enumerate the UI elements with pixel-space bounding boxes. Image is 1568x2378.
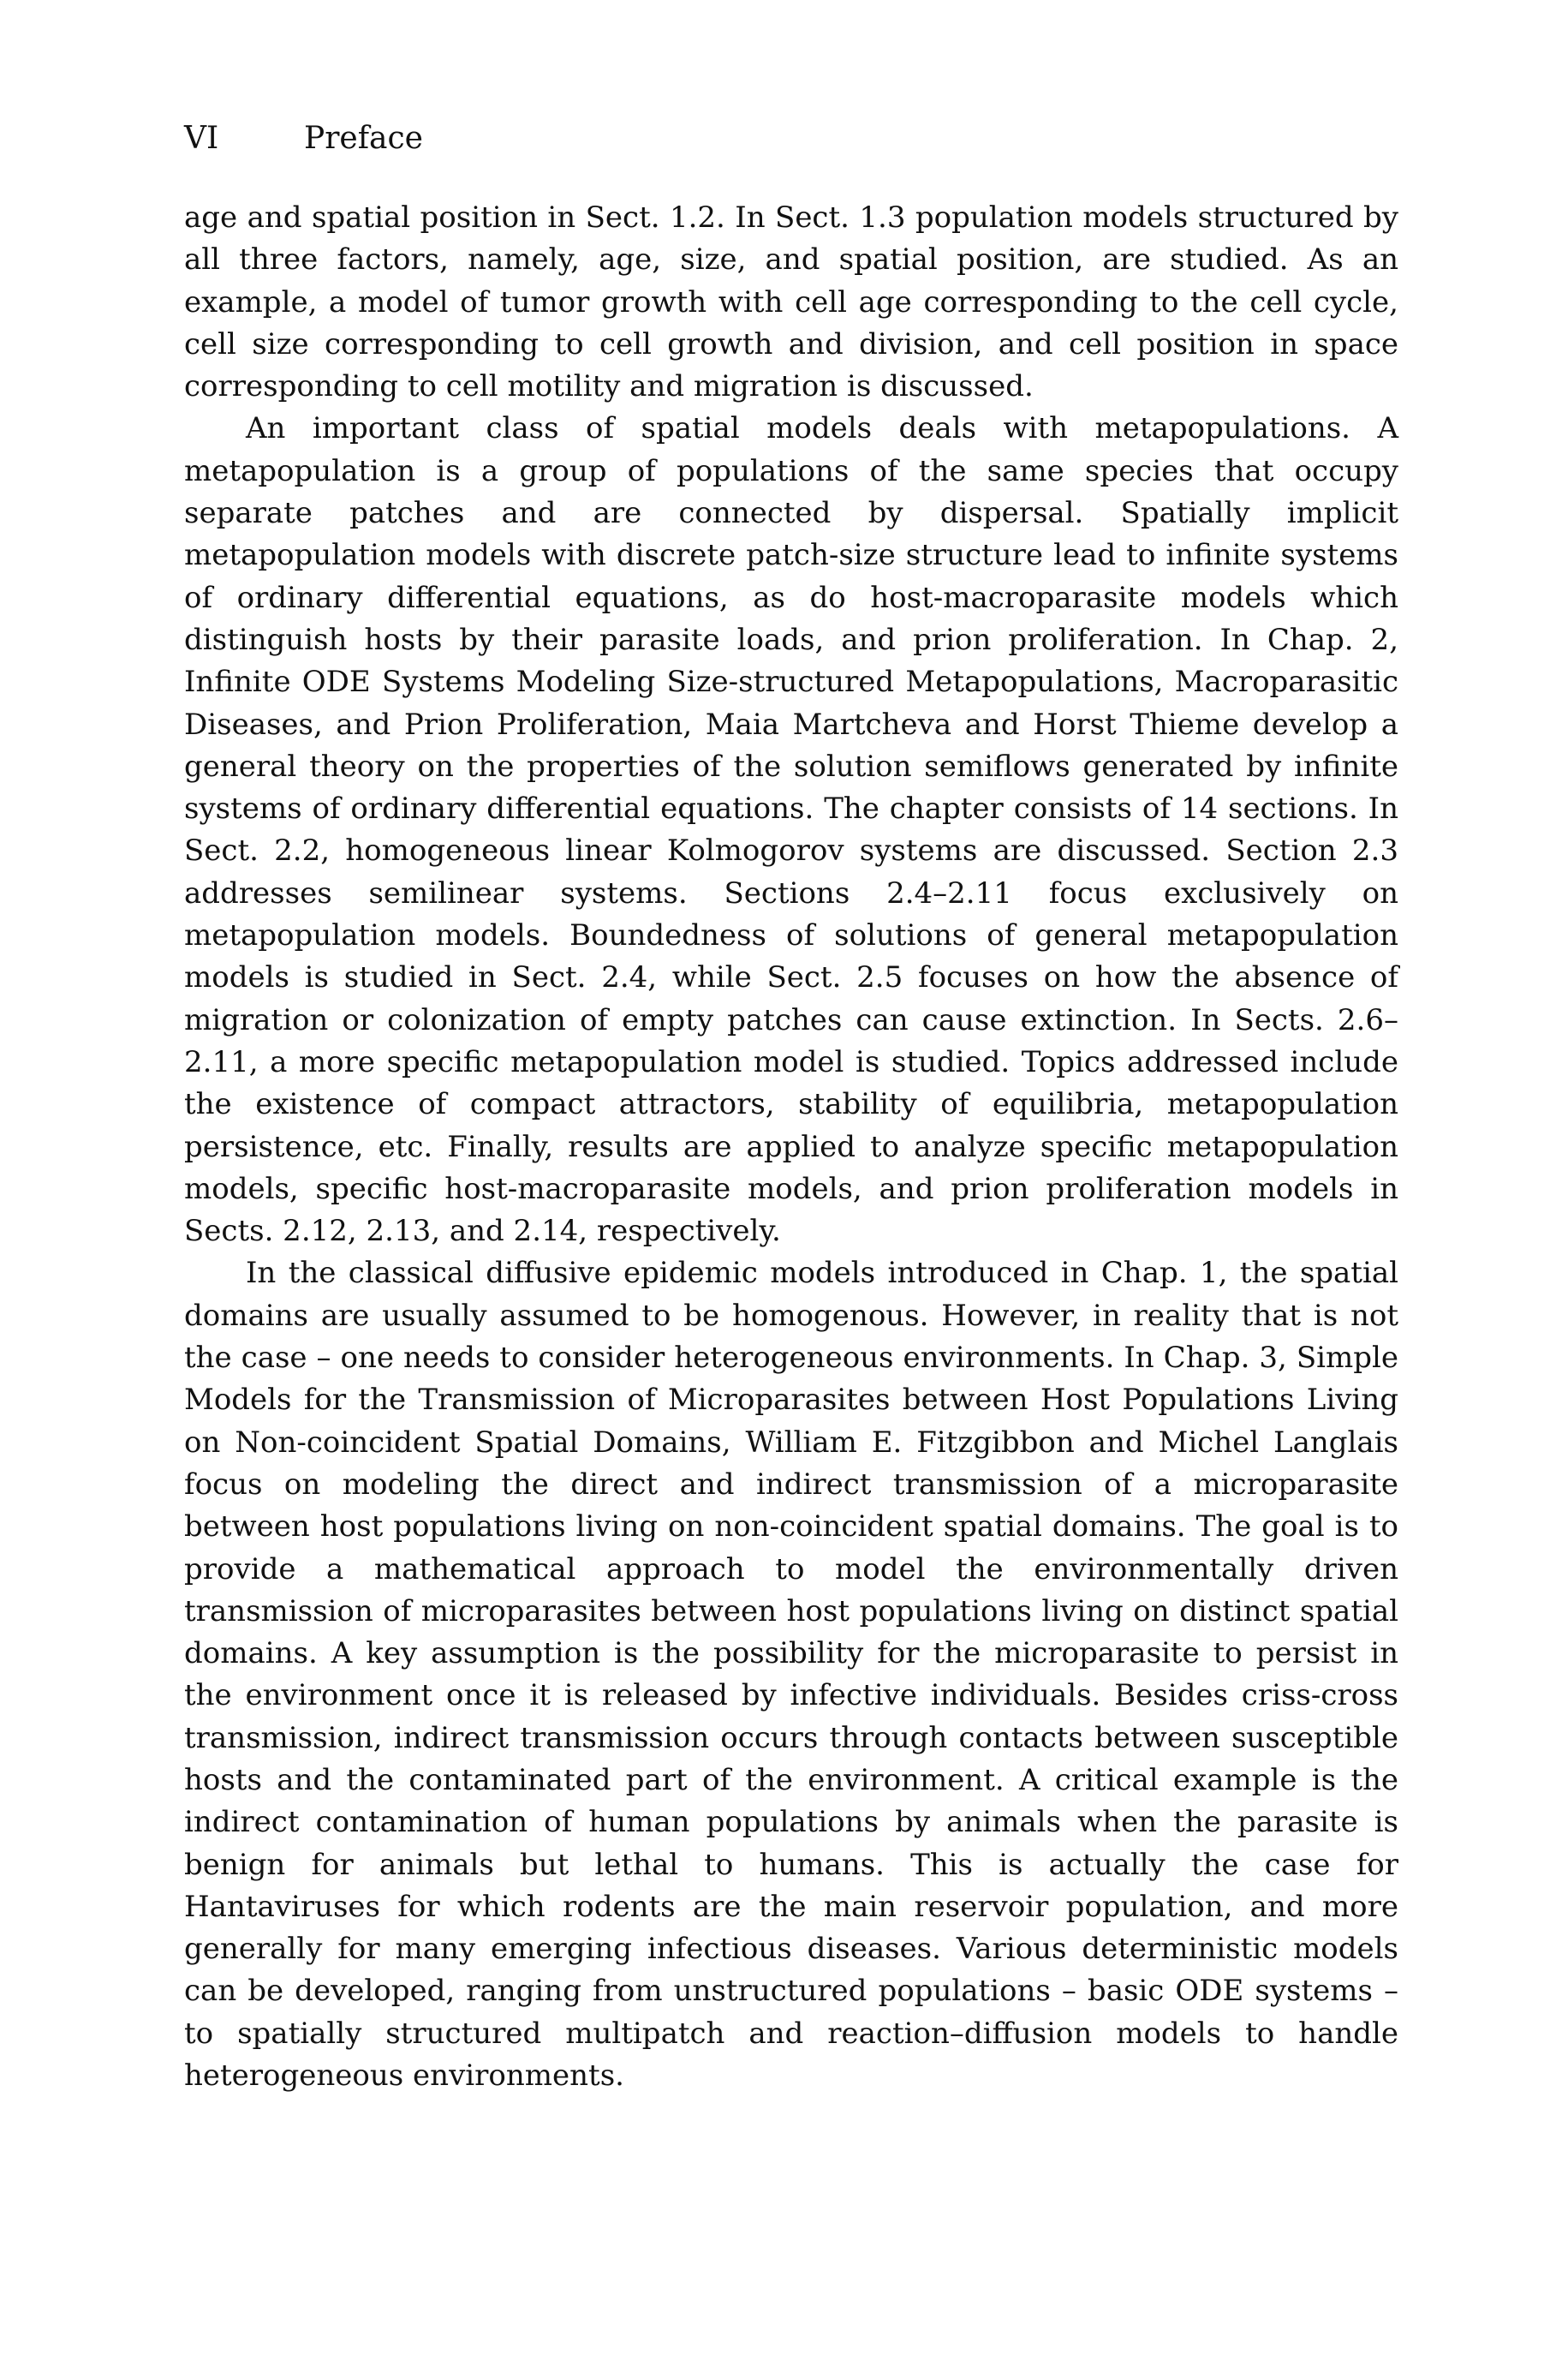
paragraph-continuation: age and spatial position in Sect. 1.2. In Sect. 1.3 population models structured by all three factors, namely, age, size, and spatial position, are studied. As an example, a model of tumor growth with cell age corresponding to the cell cycle, cell size corresponding to cell growth and division, and cell position in space corresponding to cell motility and migration is discussed. bbox=[184, 200, 1398, 404]
running-head bbox=[184, 118, 423, 159]
chapter-title: Preface bbox=[304, 121, 423, 156]
page-number: VI bbox=[184, 121, 219, 156]
paragraph-microparasites: In the classical diffusive epidemic models introduced in Chap. 1, the spatial domains are usually assumed to be homogenous. However, in reality that is not the case – one needs to consider heterogeneous environments. In Chap. 3, Simple Models for the Transmission of Microparasites between Host Populations Living on Non-coincident Spatial Domains, William E. Fitzgibbon and Michel Langlais focus on modeling the direct and indirect transmission of a microparasite between host populations living on non-coincident spatial domains. The goal is to provide a mathematical approach to model the environmentally driven transmission of microparasites between host populations living on distinct spatial domains. A key assumption is the possibility for the microparasite to persist in the environment once it is released by infective individuals. Besides criss-cross transmission, indirect transmission occurs through contacts between susceptible hosts and the contaminated part of the environment. A critical example is the indirect contamination of human populations by animals when the parasite is benign for animals but lethal to humans. This is actually the case for Hantaviruses for which rodents are the main reservoir population, and more generally for many emerging infectious diseases. Various deterministic models can be developed, ranging from unstructured populations – basic ODE systems – to spatially structured multipatch and reaction–diffusion models to handle heterogeneous environments. bbox=[184, 1256, 1398, 2094]
body-text bbox=[184, 197, 1398, 2097]
paragraph-metapopulations: An important class of spatial models deals with metapopulations. A metapopulation is a group of populations of the same species that occupy separate patches and are connected by dispersal. Spatially implicit metapopulation models with discrete patch-size structure lead to infinite systems of ordinary differential equations, as do host-macroparasite models which distinguish hosts by their parasite loads, and prion proliferation. In Chap. 2, Infinite ODE Systems Modeling Size-structured Metapopulations, Macroparasitic Diseases, and Prion Proliferation, Maia Martcheva and Horst Thieme develop a general theory on the properties of the solution semiflows generated by infinite systems of ordinary differential equations. The chapter consists of 14 sections. In Sect. 2.2, homogeneous linear Kolmogorov systems are discussed. Section 2.3 addresses semilinear systems. Sections 2.4–2.11 focus exclusively on metapopulation models. Boundedness of solutions of general metapopulation models is studied in Sect. 2.4, while Sect. 2.5 focuses on how the absence of migration or colonization of empty patches can cause extinction. In Sects. 2.6–2.11, a more specific metapopulation model is studied. Topics addressed include the existence of compact attractors, stability of equilibria, metapopulation persistence, etc. Finally, results are applied to analyze specific metapopulation models, specific host-macroparasite models, and prion proliferation models in Sects. 2.12, 2.13, and 2.14, respectively. bbox=[184, 411, 1398, 1249]
